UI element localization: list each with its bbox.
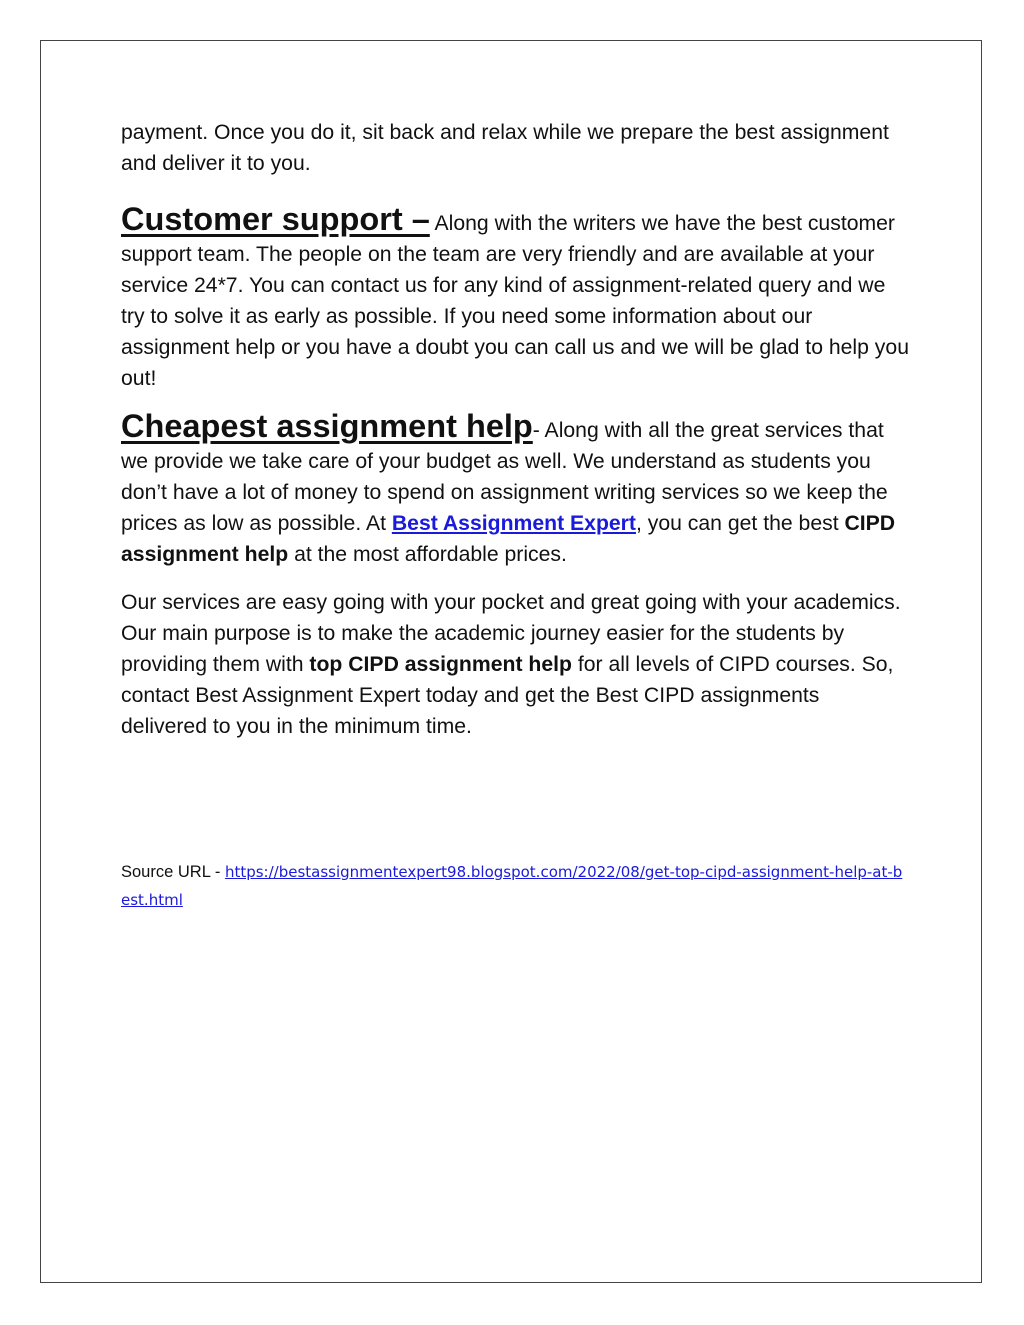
customer-support-heading: Customer support – — [121, 201, 430, 237]
customer-support-body: Along with the writers we have the best customer support team. The people on the team are very friendly and are available at your service 24*7. You can contact us for any kind of assignment-related query and we try to solve it as early as possible. If you need some information about our assignment help or you have a doubt you can call us and we will be glad to help you out! — [121, 212, 909, 390]
document-body — [121, 117, 911, 742]
cheapest-help-dash: - — [532, 419, 540, 442]
services-part1: Our services are easy going with your pocket and great going with your academics. Our main purpose is to make the academic journey easier for the students by providing them with — [121, 591, 901, 676]
cheapest-help-paragraph — [121, 408, 911, 570]
cheapest-help-heading: Cheapest assignment help — [121, 408, 533, 444]
cheapest-help-body-part1: Along with all the great services that we provide we take care of your budget as well. We understand as students you don’t have a lot of money to spend on assignment writing services so we keep the prices as low as possible. At — [121, 419, 888, 535]
top-cipd-assignment-help-bold: top CIPD assignment help — [309, 653, 572, 676]
source-url-label: Source URL - — [121, 863, 225, 881]
services-paragraph — [121, 587, 911, 742]
cipd-assignment-help-bold: CIPD assignment help — [121, 512, 896, 566]
customer-support-paragraph — [121, 201, 911, 394]
services-part2: for all levels of CIPD courses. So, contact Best Assignment Expert today and get the Best CIPD assignments delivered to you in the minimum time. — [121, 653, 894, 738]
cheapest-help-body-part2: , you can get the best — [635, 512, 845, 535]
source-url-link[interactable]: https://bestassignmentexpert98.blogspot.com/2022/08/get-top-cipd-assignment-help-at-best.html — [121, 863, 903, 909]
intro-paragraph — [121, 117, 911, 179]
cheapest-help-body-part3: at the most affordable prices. — [288, 543, 567, 566]
intro-text: payment. Once you do it, sit back and relax while we prepare the best assignment and deliver it to you. — [121, 121, 889, 175]
source-url-line — [121, 858, 911, 914]
best-assignment-expert-link[interactable]: Best Assignment Expert — [391, 512, 636, 535]
